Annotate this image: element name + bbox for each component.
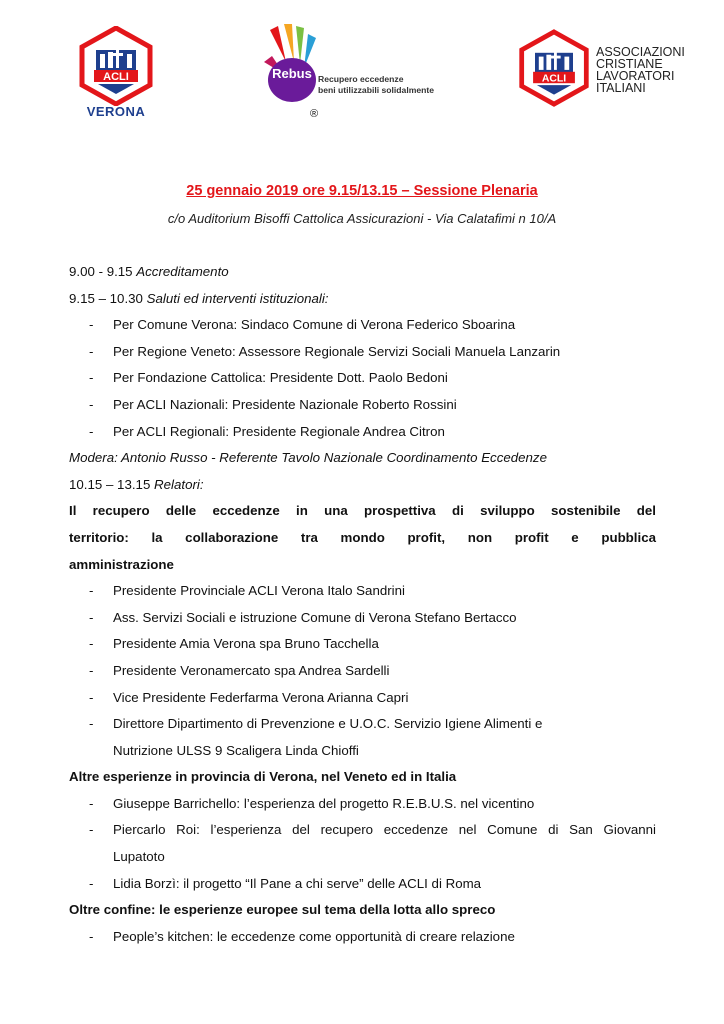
list-item: - Presidente Veronamercato spa Andrea Sardelli xyxy=(89,662,390,678)
list-item: - Giuseppe Barrichello: l’esperienza del progetto R.E.B.U.S. nel vicentino xyxy=(89,795,535,811)
list-item: - Piercarlo Roi: l’esperienza del recupero eccedenze nel Comune di San Giovanni Lupatoto xyxy=(89,822,656,865)
section-heading: Altre esperienze in provincia di Verona, nel Veneto ed in Italia xyxy=(69,769,457,785)
acli-hexagon-icon xyxy=(516,28,592,108)
list-item: - Per Comune Verona: Sindaco Comune di Verona Federico Sboarina xyxy=(89,317,516,333)
moderator-line: Modera: Antonio Russo - Referente Tavolo Nazionale Coordinamento Eccedenze xyxy=(69,450,547,466)
logo-caption-verona: VERONA xyxy=(86,104,146,119)
list-item: - Per ACLI Regionali: Presidente Regionale Andrea Citron xyxy=(89,423,445,439)
session-theme: Il recupero delle eccedenze in una prospettiva di sviluppo sostenibile del territorio: la collaborazione tra mondo profit, non profit e pubblica amministrazione xyxy=(69,503,656,572)
acli-verona-logo xyxy=(76,26,156,126)
acli-national-logo xyxy=(516,28,716,118)
list-item: - Per Regione Veneto: Assessore Regionale Servizi Sociali Manuela Lanzarin xyxy=(89,343,561,359)
session-venue: c/o Auditorium Bisoffi Cattolica Assicurazioni - Via Calatafimi n 10/A xyxy=(167,211,557,226)
acli-hexagon-icon xyxy=(76,26,156,106)
program xyxy=(69,259,656,950)
list-item: - People’s kitchen: le eccedenze come opportunità di creare relazione xyxy=(89,928,515,944)
rebus-tagline-1: Recupero eccedenze xyxy=(318,74,404,84)
list-item: - Per Fondazione Cattolica: Presidente Dott. Paolo Bedoni xyxy=(89,370,448,386)
svg-text:ACLI: ACLI xyxy=(103,71,129,83)
acli-full-name: ASSOCIAZIONI CRISTIANE LAVORATORI ITALIANI xyxy=(596,45,685,95)
program-slot: 9.00 - 9.15 Accreditamento xyxy=(69,264,229,279)
section-heading: Oltre confine: le esperienze europee sul tema della lotta allo spreco xyxy=(69,902,496,918)
program-slot: 10.15 – 13.15 Relatori: xyxy=(69,476,204,492)
list-item: - Vice Presidente Federfarma Verona Arianna Capri xyxy=(89,689,409,705)
rebus-tagline-2: beni utilizzabili solidalmente xyxy=(318,85,435,95)
registered-mark: ® xyxy=(310,108,319,120)
colored-hand-icon xyxy=(262,22,322,112)
header-logos xyxy=(0,20,724,140)
program-slot: 9.15 – 10.30 Saluti ed interventi istituzionali: xyxy=(69,290,329,306)
svg-text:Rebus: Rebus xyxy=(272,66,312,81)
session-title: 25 gennaio 2019 ore 9.15/13.15 – Sessione Plenaria xyxy=(186,183,538,199)
list-item: - Presidente Amia Verona spa Bruno Tacchella xyxy=(89,636,379,652)
list-item: - Lidia Borzì: il progetto “Il Pane a chi serve” delle ACLI di Roma xyxy=(89,875,482,891)
list-item: - Presidente Provinciale ACLI Verona Italo Sandrini xyxy=(89,583,405,599)
svg-text:ACLI: ACLI xyxy=(541,73,567,85)
rebus-logo xyxy=(262,22,462,132)
list-item: - Direttore Dipartimento di Prevenzione e U.O.C. Servizio Igiene Alimenti e Nutrizione ULSS 9 Scaligera Linda Chioffi xyxy=(89,716,543,758)
list-item: - Ass. Servizi Sociali e istruzione Comune di Verona Stefano Bertacco xyxy=(89,609,517,625)
list-item: - Per ACLI Nazionali: Presidente Nazionale Roberto Rossini xyxy=(89,396,457,412)
